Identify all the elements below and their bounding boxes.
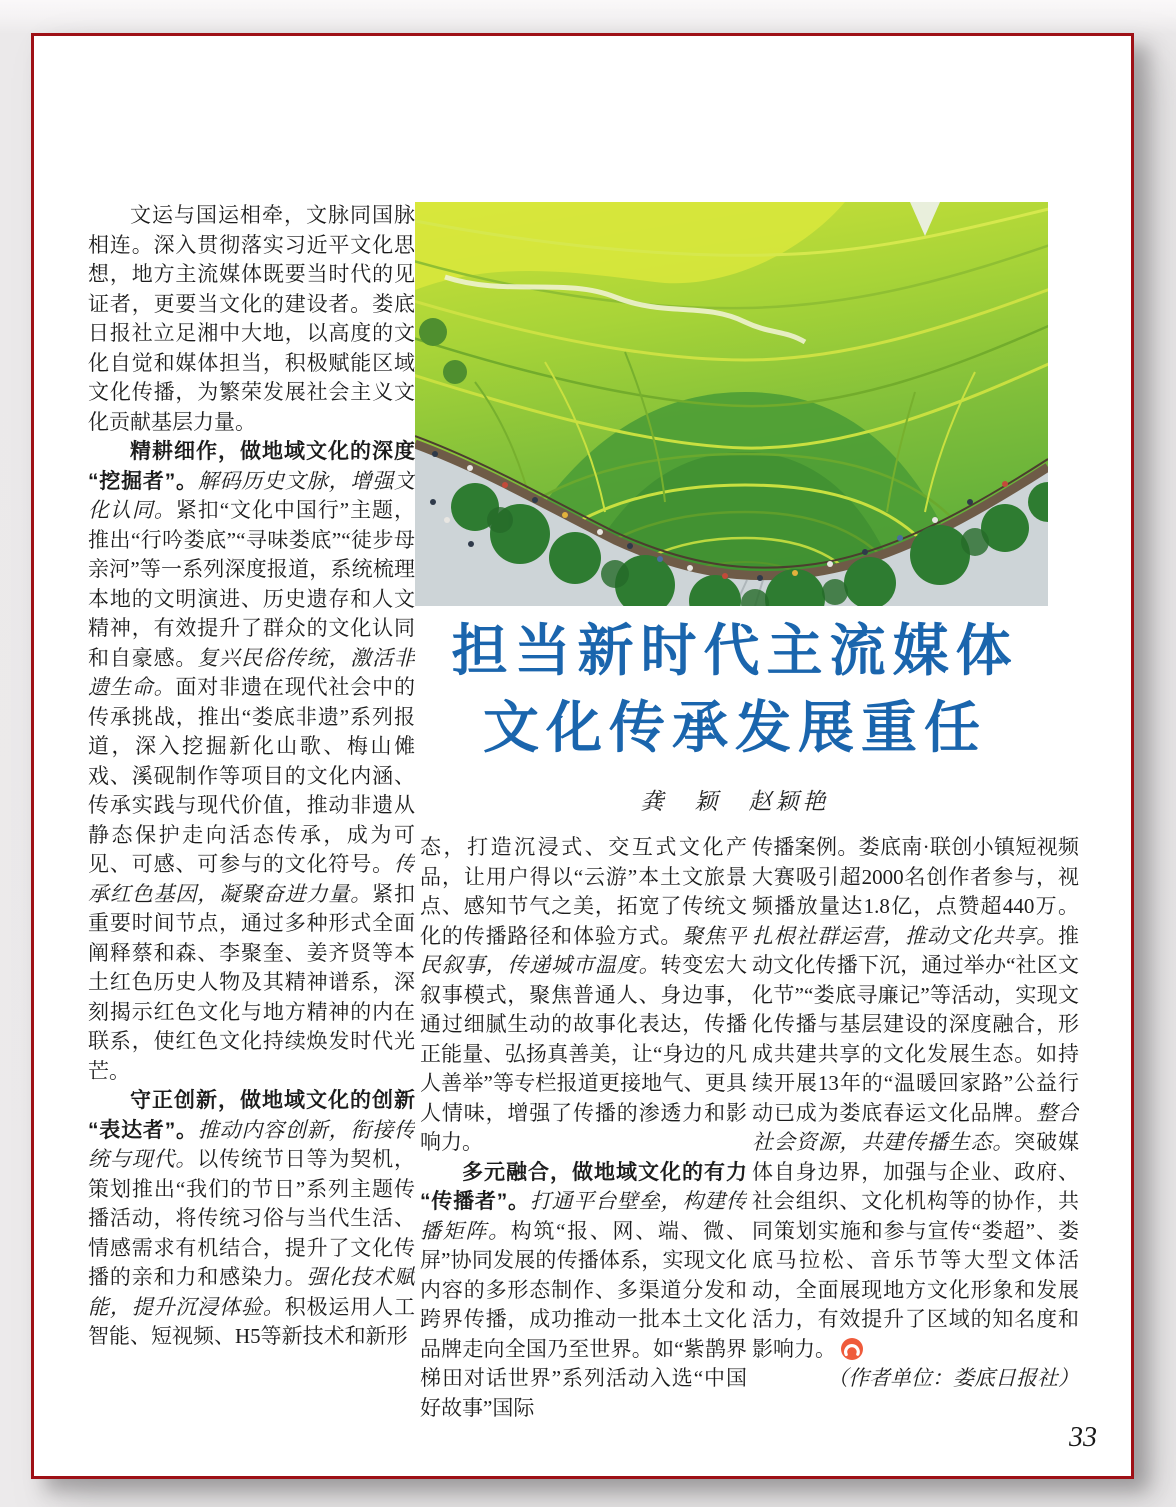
article-title-block bbox=[415, 614, 1055, 816]
text-run-kai: 整合社会资源，共建传播生态。 bbox=[752, 1100, 1079, 1154]
text-run-plain: 推动文化传播下沉，通过举办“社区文化节”“娄底寻廉记”等活动，实现文化传播与基层建设的深度融合，形成共建共享的文化发展生态。如持续开展13年的“温暖回家路”公益行动已成为娄底春运文化品牌。 bbox=[752, 923, 1079, 1125]
article-title-line-1: 担当新时代主流媒体 bbox=[451, 621, 1019, 683]
article-paragraph bbox=[88, 201, 415, 437]
terraced-fields-illustration bbox=[415, 202, 1048, 606]
text-run-plain: 紧扣重要时间节点，通过多种形式全面阐释蔡和森、李聚奎、姜齐贤等本土红色历史人物及其精神谱系，深刻揭示红色文化与地方精神的内在联系，使红色文化持续焕发时代光芒。 bbox=[88, 881, 415, 1083]
text-run-kai: 聚焦平民叙事，传递城市温度。 bbox=[420, 923, 747, 977]
text-run-kai: 推动内容创新，衔接传统与现代。 bbox=[88, 1117, 415, 1171]
article-column-3 bbox=[752, 833, 1079, 1475]
magazine-page bbox=[31, 33, 1134, 1479]
terraced-fields-photo bbox=[415, 202, 1048, 606]
text-run-plain: 构筑“报、网、端、微、屏”协同发展的传播体系，实现文化内容的多形态制作、多渠道分发和跨界传播，成功推动一批本土文化品牌走向全国乃至世界。如“紫鹊界梯田对话世界”系列活动入选“中国好故事”国际 bbox=[420, 1218, 747, 1420]
text-run-lead: 多元融合，做地域文化的有力“传播者”。 bbox=[420, 1160, 747, 1213]
article-byline: 龚 颖 赵颖艳 bbox=[640, 789, 830, 814]
end-mark-icon bbox=[841, 1338, 863, 1360]
article-title-line-2: 文化传承发展重任 bbox=[483, 698, 987, 760]
text-run-plain: 文运与国运相牵，文脉同国脉相连。深入贯彻落实习近平文化思想，地方主流媒体既要当时代的见证者，更要当文化的建设者。娄底日报社立足湘中大地，以高度的文化自觉和媒体担当，积极赋能区域文化传播，为繁荣发展社会主义文化贡献基层力量。 bbox=[88, 203, 415, 434]
article-paragraph bbox=[88, 1086, 415, 1352]
text-run-plain: 积极运用人工智能、短视频、H5等新技术和新形 bbox=[88, 1294, 415, 1348]
text-run-plain: 紧扣“文化中国行”主题，推出“行吟娄底”“寻味娄底”“徒步母亲河”等一系列深度报道，系统梳理本地的文明演进、历史遗存和人文精神，有效提升了群众的文化认同和自豪感。 bbox=[88, 498, 415, 670]
text-run-plain: 以传统节日等为契机，策划推出“我们的节日”系列主题传播活动，将传统习俗与当代生活、情感需求有机结合，提升了文化传播的亲和力和感染力。 bbox=[88, 1147, 415, 1289]
text-run-plain: 面对非遗在现代社会中的传承挑战，推出“娄底非遗”系列报道，深入挖掘新化山歌、梅山傩戏、溪砚制作等项目的文化内涵、传承实践与现代价值，推动非遗从静态保护走向活态传承，成为可见、可感、可参与的文化符号。 bbox=[88, 675, 415, 876]
text-run-kai: 复兴民俗传统，激活非遗生命。 bbox=[88, 645, 415, 699]
article-paragraph bbox=[88, 437, 415, 1086]
article-column-1 bbox=[88, 201, 415, 1449]
article-paragraph bbox=[420, 833, 747, 1158]
text-run-plain: 突破媒体自身边界，加强与企业、政府、社会组织、文化机构等的协作，共同策划实施和参与宣传“娄超”、娄底马拉松、音乐节等大型文体活动，全面展现地方文化形象和发展活力，有效提升了区域的知名度和影响力。 bbox=[752, 1130, 1079, 1361]
article-paragraph bbox=[752, 833, 1079, 1364]
article-paragraph bbox=[420, 1158, 747, 1424]
text-run-kai: （作者单位：娄底日报社） bbox=[827, 1366, 1079, 1390]
page-number: 33 bbox=[1069, 1422, 1097, 1453]
text-run-plain: 态，打造沉浸式、交互式文化产品，让用户得以“云游”本土文旅景点、感知节气之美，拓宽了传统文化的传播路径和体验方式。 bbox=[420, 835, 747, 948]
text-run-kai: 打通平台壁垒，构建传播矩阵。 bbox=[420, 1189, 747, 1243]
text-run-plain: 转变宏大叙事模式，聚焦普通人、身边事，通过细腻生动的故事化表达，传播正能量、弘扬真善美，让“身边的凡人善举”等专栏报道更接地气、更具人情味，增强了传播的渗透力和影响力。 bbox=[420, 953, 747, 1154]
text-run-kai: 扎根社群运营，推动文化共享。 bbox=[752, 923, 1058, 948]
article-paragraph bbox=[752, 1364, 1079, 1394]
text-run-kai: 解码历史文脉，增强文化认同。 bbox=[88, 468, 415, 522]
text-run-lead: 守正创新，做地域文化的创新“表达者”。 bbox=[88, 1089, 415, 1142]
text-run-kai: 传承红色基因，凝聚奋进力量。 bbox=[88, 852, 415, 906]
text-run-kai: 强化技术赋能，提升沉浸体验。 bbox=[88, 1265, 415, 1319]
text-run-lead: 精耕细作，做地域文化的深度“挖掘者”。 bbox=[88, 440, 415, 493]
article-column-2 bbox=[420, 833, 747, 1475]
text-run-plain: 传播案例。娄底南·联创小镇短视频大赛吸引超2000名创作者参与，视频播放量达1.8亿，点赞超440万。 bbox=[752, 835, 1079, 918]
